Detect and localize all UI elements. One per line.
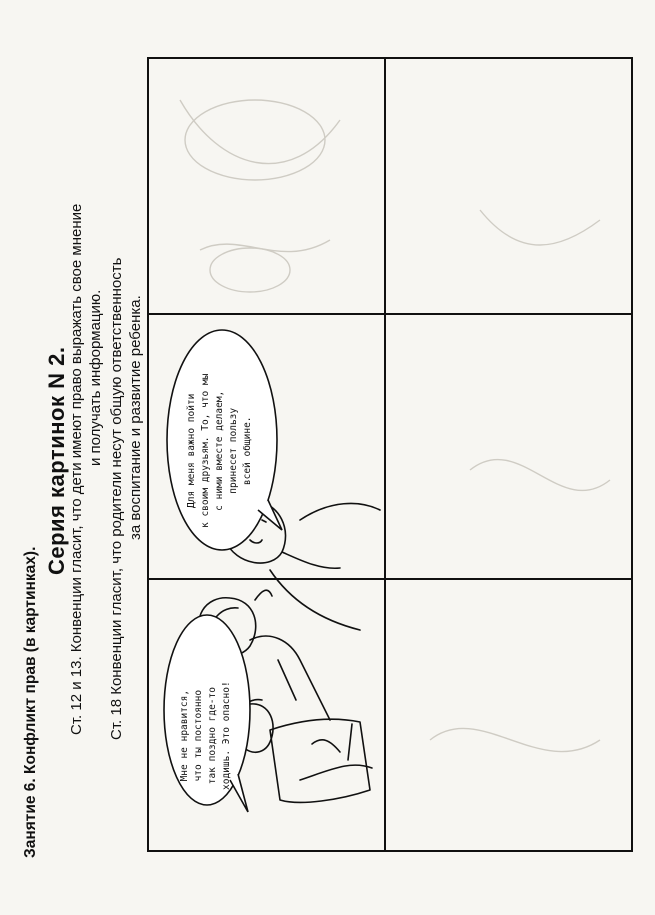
article-12-13-line2: и получать информацию. xyxy=(87,289,104,466)
article-18-line2: за воспитание и развитие ребенка. xyxy=(127,295,144,540)
lesson-title: Занятие 6. Конфликт прав (в картинках). xyxy=(22,546,39,858)
series-title: Серия картинок N 2. xyxy=(44,346,69,575)
article-12-13-line1: Ст. 12 и 13. Конвенции гласит, что дети имеют право выражать свое мнение xyxy=(68,203,85,735)
panel-1-bubble-text: Мне не нравится, что ты постоянно так поздно где-то ходишь. Это опасно! xyxy=(179,681,232,790)
article-18-line1: Ст. 18 Конвенции гласит, что родители несут общую ответственность xyxy=(108,257,125,740)
panel-2-bubble-text: Для меня важно пойти к своим друзьям. То, что мы с ними вместе делаем, принесет пользу всей общине. xyxy=(186,373,253,528)
